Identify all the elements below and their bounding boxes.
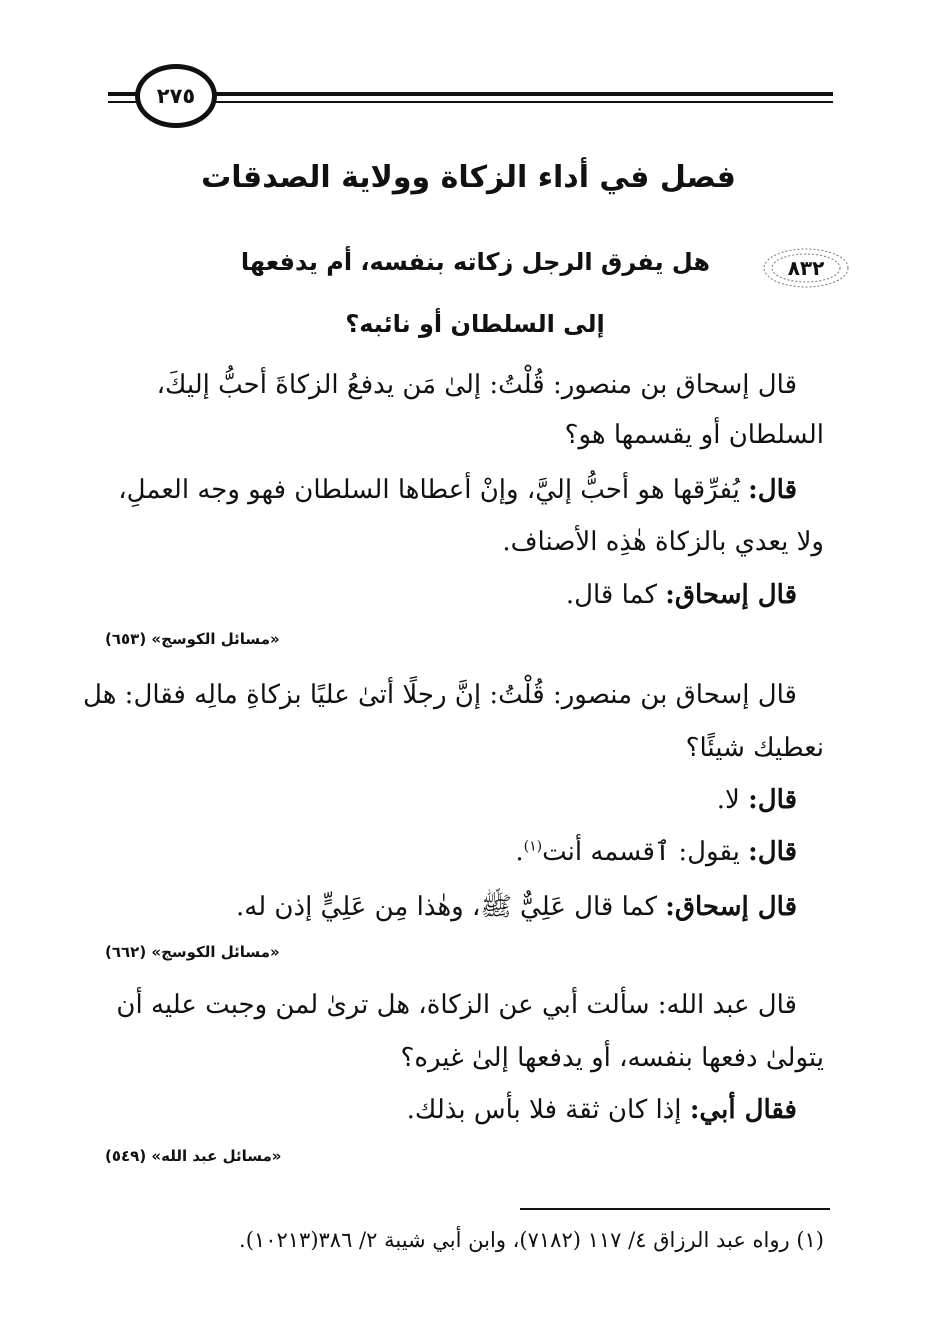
speaker-label: قال إسحاق:	[665, 580, 797, 610]
speaker-label: قال:	[748, 837, 797, 867]
question-number-badge	[760, 245, 852, 291]
text-line: قال إسحاق بن منصور: قُلْتُ: إلىٰ مَن يدفعُ الزكاةَ أحبُّ إليكَ،	[156, 370, 797, 400]
text-line: يتولىٰ دفعها بنفسه، أو يدفعها إلىٰ غيره؟	[400, 1043, 824, 1073]
text-line: ولا يعدي بالزكاة هٰذِه الأصناف.	[502, 527, 824, 557]
header-rule-bottom	[108, 101, 833, 103]
text-line: السلطان أو يقسمها هو؟	[564, 420, 824, 450]
source-citation: «مسائل عبد الله» (٥٤٩)	[105, 1147, 282, 1165]
text-line: قال إسحاق: كما قال.	[565, 580, 797, 610]
text-line: قال عبد الله: سألت أبي عن الزكاة، هل ترىٰ لمن وجبت عليه أن	[116, 990, 797, 1020]
text-line: قال: يقول: ٱقسمه أنت$^{(١)}$.	[515, 837, 797, 867]
page-number-badge	[135, 64, 217, 128]
speaker-label: قال:	[748, 785, 797, 815]
footnote: (١) رواه عبد الرزاق ٤/ ١١٧ (٧١٨٢)، وابن أبي شيبة ٢/ ٣٨٦(١٠٢١٣).	[239, 1228, 824, 1252]
footnote-separator	[520, 1208, 830, 1210]
text-line: قال إسحاق: كما قال عَلِيٌّ ﷺ، وهٰذا مِن عَلِيٍّ إذن له.	[236, 892, 797, 922]
section-title: فصل في أداء الزكاة وولاية الصدقات	[201, 160, 736, 195]
text-line: قال إسحاق بن منصور: قُلْتُ: إنَّ رجلًا أتىٰ عليًا بزكاةِ مالِه فقال: هل	[83, 680, 797, 710]
question-number: ٨٣٢	[787, 256, 825, 280]
speaker-label: فقال أبي:	[689, 1095, 797, 1125]
source-citation: «مسائل الكوسج» (٦٥٣)	[105, 630, 280, 648]
text-line: نعطيك شيئًا؟	[685, 733, 824, 763]
question-title-line2: إلى السلطان أو نائبه؟	[345, 310, 605, 338]
text-line: قال: يُفرِّقها هو أحبُّ إليَّ، وإنْ أعطاها السلطان فهو وجه العملِ،	[118, 475, 797, 505]
source-citation: «مسائل الكوسج» (٦٦٢)	[105, 943, 280, 961]
speaker-label: قال إسحاق:	[665, 892, 797, 922]
text-line: فقال أبي: إذا كان ثقة فلا بأس بذلك.	[406, 1095, 797, 1125]
question-title-line1: هل يفرق الرجل زكاته بنفسه، أم يدفعها	[240, 248, 710, 276]
footnote-marker: (١)	[523, 838, 543, 855]
speaker-label: قال:	[748, 475, 797, 505]
text-line: قال: لا.	[716, 785, 797, 815]
page-number: ٢٧٥	[156, 84, 196, 108]
